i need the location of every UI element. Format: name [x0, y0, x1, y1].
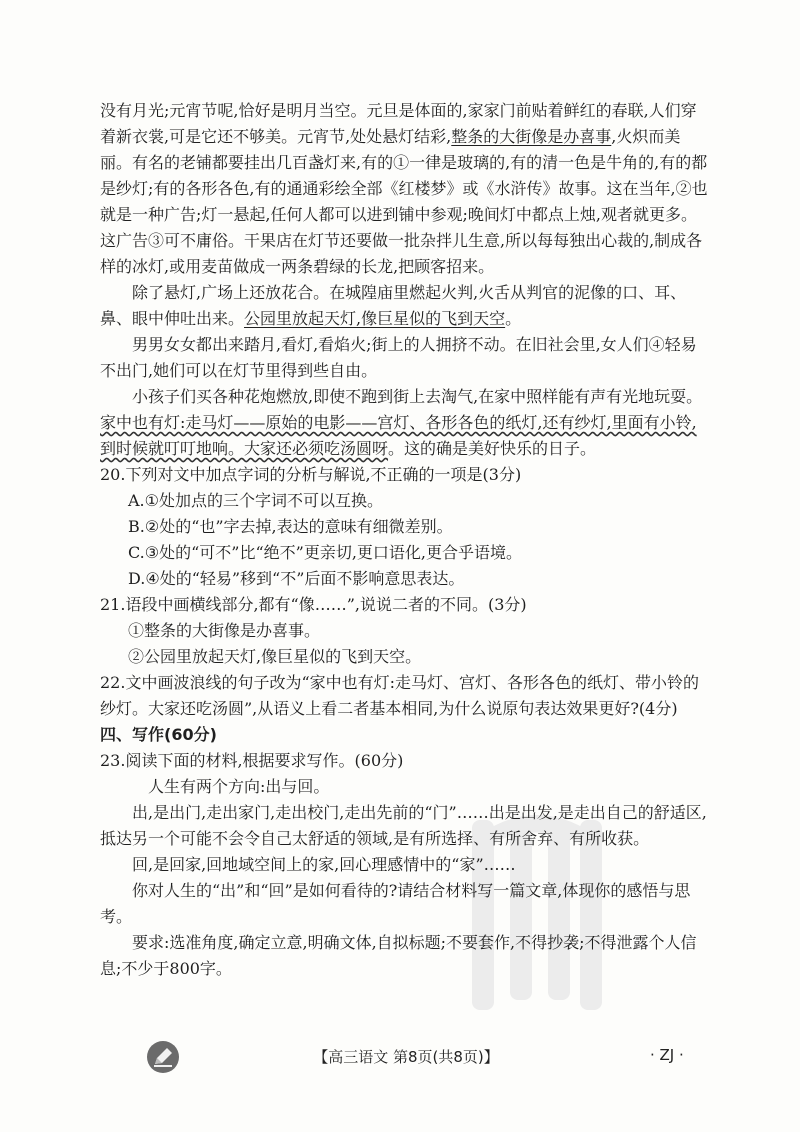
wavy-underlined-sentence: 家中也有灯:走马灯——原始的电影——宫灯、各形各色的纸灯,还有纱灯,里面有小铃,到时候就叮叮地响。大家还必须吃汤圆呀 [100, 413, 697, 458]
question-20-stem: 20.下列对文中加点字词的分析与解说,不正确的一项是(3分) [100, 465, 522, 484]
text: ,火炽而美丽。有名的老铺都要挂出几百盏灯来,有的①一律是玻璃的,有的清一色是牛角的,有的都是纱灯;有的各形各色,有的通通彩绘全部《红楼梦》或《水浒传》故事。这在当年,②也就是一种广告;灯一悬起,任何人都可以进到铺中参观;晚间灯中都点上烛,观者就更多。这广告③可不庸俗。干果店在灯节还要做一批杂拌儿生意,所以每每独出心裁的,制成各样的冰灯,或用麦苗做成一两条碧绿的长龙,把顾客招来。 [100, 127, 708, 276]
passage-paragraph-1 [100, 98, 708, 280]
passage-paragraph-3: 男男女女都出来踏月,看灯,看焰火;街上的人拥挤不动。在旧社会里,女人们④轻易不出门,她们可以在灯节里得到些自由。 [100, 335, 697, 380]
underlined-sentence-1: 整条的大街像是办喜事 [451, 127, 612, 146]
page-footer-title: 【高三语文 第8页(共8页)】 [313, 1048, 499, 1066]
question-23-material-1: 人生有两个方向:出与回。 [148, 777, 330, 796]
question-23-task: 你对人生的“出”和“回”是如何看待的?请结合材料写一篇文章,体现你的感悟与思考。 [100, 881, 691, 926]
question-23-stem: 23.阅读下面的材料,根据要求写作。(60分) [100, 751, 404, 770]
exam-content [100, 98, 708, 982]
question-20-option-c: C.③处的“可不”比“绝不”更亲切,更口语化,更合乎语境。 [128, 543, 522, 562]
question-21-item-2: ②公园里放起天灯,像巨星似的飞到天空。 [128, 647, 422, 666]
question-23-material-2: 出,是出门,走出家门,走出校门,走出先前的“门”……出是出发,是走出自己的舒适区,抵达另一个可能不会令自己太舒适的领域,是有所选择、有所舍弃、有所收获。 [100, 803, 707, 848]
question-22-stem: 22.文中画波浪线的句子改为“家中也有灯:走马灯、宫灯、各形各色的纸灯、带小铃的纱灯。大家还吃汤圆”,从语义上看二者基本相同,为什么说原句表达效果更好?(4分) [100, 673, 700, 718]
text: 没有月光;元宵节呢,恰好是明月当空。元旦是体面的,家家门前贴着鲜红的春联,人们穿着新衣裳,可是它还不够美。元宵节,处处悬灯结彩, [100, 101, 697, 146]
question-21-item-1: ①整条的大街像是办喜事。 [128, 621, 321, 640]
passage-paragraph-2 [100, 280, 708, 332]
text: 除了悬灯,广场上还放花合。在城隍庙里燃起火判,火舌从判官的泥像的口、耳、鼻、眼中伸吐出来。 [100, 283, 687, 328]
text: 。 [505, 309, 522, 328]
question-20-option-d: D.④处的“轻易”移到“不”后面不影响意思表达。 [128, 569, 465, 588]
text: 小孩子们买各种花炮燃放,即使不跑到街上去淘气,在家中照样能有声有光地玩耍。 [132, 387, 703, 406]
question-20-option-a: A.①处加点的三个字词不可以互换。 [128, 491, 383, 510]
question-23-requirements: 要求:选准角度,确定立意,明确文体,自拟标题;不要套作,不得抄袭;不得泄露个人信息;不少于800字。 [100, 933, 697, 978]
question-20-option-b: B.②处的“也”字去掉,表达的意味有细微差别。 [128, 517, 453, 536]
page-footer-code: · ZJ · [650, 1046, 684, 1064]
section-4-heading: 四、写作(60分) [100, 725, 217, 744]
text: 。这的确是美好快乐的日子。 [388, 439, 597, 458]
pencil-badge-icon [146, 1040, 180, 1074]
question-23-material-3: 回,是回家,回地域空间上的家,回心理感情中的“家”…… [132, 855, 516, 874]
underlined-sentence-2: 公园里放起天灯,像巨星似的飞到天空 [244, 309, 506, 328]
question-21-stem: 21.语段中画横线部分,都有“像……”,说说二者的不同。(3分) [100, 595, 527, 614]
passage-paragraph-4 [100, 384, 708, 462]
